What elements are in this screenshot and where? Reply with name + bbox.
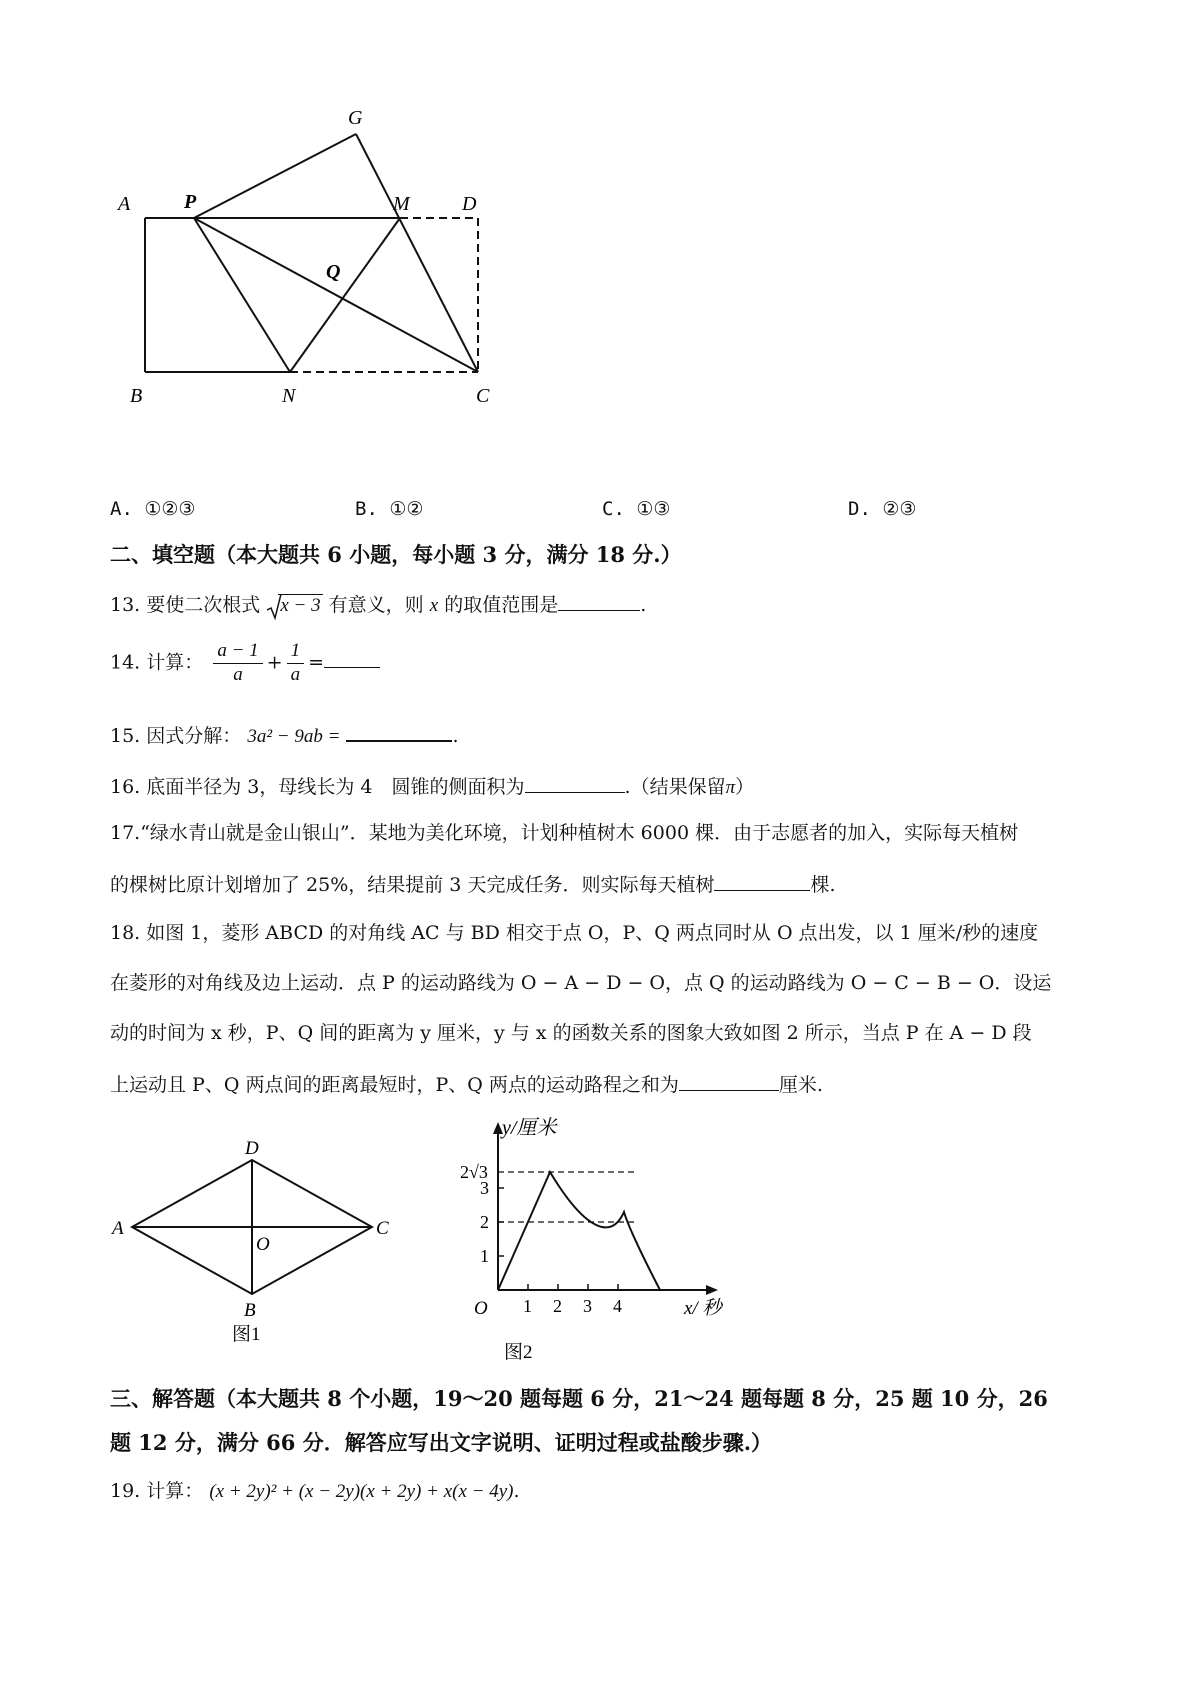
option-a[interactable]: A. ①②③ <box>110 498 196 520</box>
section3-title-line1: 三、解答题（本大题共 8 个小题，19～20 题每题 6 分，21～24 题每题 8 分，25 题 10 分，26 <box>110 1386 1048 1411</box>
answer-blank-16[interactable] <box>525 774 625 793</box>
option-b[interactable]: B. ①② <box>355 498 424 520</box>
label-C: C <box>476 385 490 407</box>
question-17-line1: 17.“绿水青山就是金山银山”．某地为美化环境，计划种植树木 6000 棵．由于志愿者的加入，实际每天植树 <box>110 822 1019 844</box>
label-N: N <box>282 385 296 407</box>
fig2-curve <box>498 1172 660 1290</box>
fig2-x-tick-4: 4 <box>613 1296 622 1316</box>
fig2-x-tick-3: 3 <box>583 1296 592 1316</box>
question-17-line2: 的棵树比原计划增加了 25%，结果提前 3 天完成任务．则实际每天植树 棵. <box>110 874 836 896</box>
figure-1-rhombus <box>108 1130 408 1360</box>
option-c[interactable]: C. ①③ <box>602 498 671 520</box>
question-18-line1: 18. 如图 1，菱形 ABCD 的对角线 AC 与 BD 相交于点 O，P、Q 两点同时从 O 点出发，以 1 厘米/秒的速度 <box>110 922 1039 944</box>
fig2-origin: O <box>474 1298 488 1319</box>
radicand: x − 3 <box>280 595 321 616</box>
fig1-label-O: O <box>256 1234 270 1255</box>
question-18-line2: 在菱形的对角线及边上运动．点 P 的运动路线为 O − A − D − O，点 Q 的运动路线为 O − C − B − O．设运 <box>110 972 1052 994</box>
figure-2-graph <box>420 1112 750 1372</box>
answer-blank-18[interactable] <box>679 1072 779 1091</box>
label-B: B <box>130 385 143 407</box>
label-M: M <box>393 193 410 215</box>
fig1-label-C: C <box>376 1218 389 1239</box>
fig1-label-D: D <box>245 1138 259 1159</box>
fig2-y-tick-1: 1 <box>480 1246 489 1266</box>
fig2-x-tick-1: 1 <box>523 1296 532 1316</box>
question-15: 15. 因式分解： 3a² − 9ab = . <box>110 722 459 749</box>
answer-blank-17[interactable] <box>714 872 810 891</box>
question-14: 14. 计算： $\frac{a - 1}{a}$ + $\frac{1}{a}$ = <box>110 640 380 687</box>
top-geometry-figure <box>110 100 530 420</box>
fig2-y-tick-3: 3 <box>480 1178 489 1198</box>
fig2-caption: 图2 <box>504 1342 533 1363</box>
label-A: A <box>118 193 131 215</box>
fig2-y-tick-2: 2 <box>480 1212 489 1232</box>
section3-title-line2: 题 12 分，满分 66 分．解答应写出文字说明、证明过程或盐酸步骤.） <box>110 1430 772 1455</box>
fraction-1: $\frac{a - 1}{a}$ <box>213 640 262 687</box>
q19-expression: (x + 2y)² + (x − 2y)(x + 2y) + x(x − 4y) <box>209 1481 514 1502</box>
fig2-y-label: y/厘米 <box>502 1117 557 1139</box>
fig2-x-tick-2: 2 <box>553 1296 562 1316</box>
option-d[interactable]: D. ②③ <box>848 498 917 520</box>
answer-blank-13[interactable] <box>558 592 640 611</box>
section2-title: 二、填空题（本大题共 6 小题，每小题 3 分，满分 18 分.） <box>110 542 682 567</box>
answer-blank-14[interactable] <box>324 649 380 668</box>
fig1-label-B: B <box>244 1300 256 1321</box>
fig1-caption: 图1 <box>232 1324 261 1345</box>
fig1-label-A: A <box>112 1218 124 1239</box>
question-16: 16. 底面半径为 3，母线长为 4 圆锥的侧面积为 .（结果保留π） <box>110 776 755 798</box>
fraction-2: $\frac{1}{a}$ <box>287 640 305 687</box>
answer-blank-15[interactable] <box>346 722 452 742</box>
question-13: 13. 要使二次根式 x − 3 有意义，则 x 的取值范围是 . <box>110 592 646 620</box>
question-19: 19. 计算： (x + 2y)² + (x − 2y)(x + 2y) + x(x − 4y). <box>110 1480 520 1502</box>
question-18-line3: 动的时间为 x 秒，P、Q 间的距离为 y 厘米，y 与 x 的函数关系的图象大致如图 2 所示，当点 P 在 A − D 段 <box>110 1022 1032 1044</box>
fig2-y-special: 2√3 <box>460 1162 488 1182</box>
question-18-line4: 上运动且 P、Q 两点间的距离最短时，P、Q 两点的运动路程之和为 厘米. <box>110 1074 823 1096</box>
label-P: P <box>184 191 197 213</box>
label-D: D <box>462 193 477 215</box>
label-Q: Q <box>326 261 341 283</box>
fig2-x-label: x/ 秒 <box>684 1298 722 1319</box>
label-G: G <box>348 107 363 129</box>
